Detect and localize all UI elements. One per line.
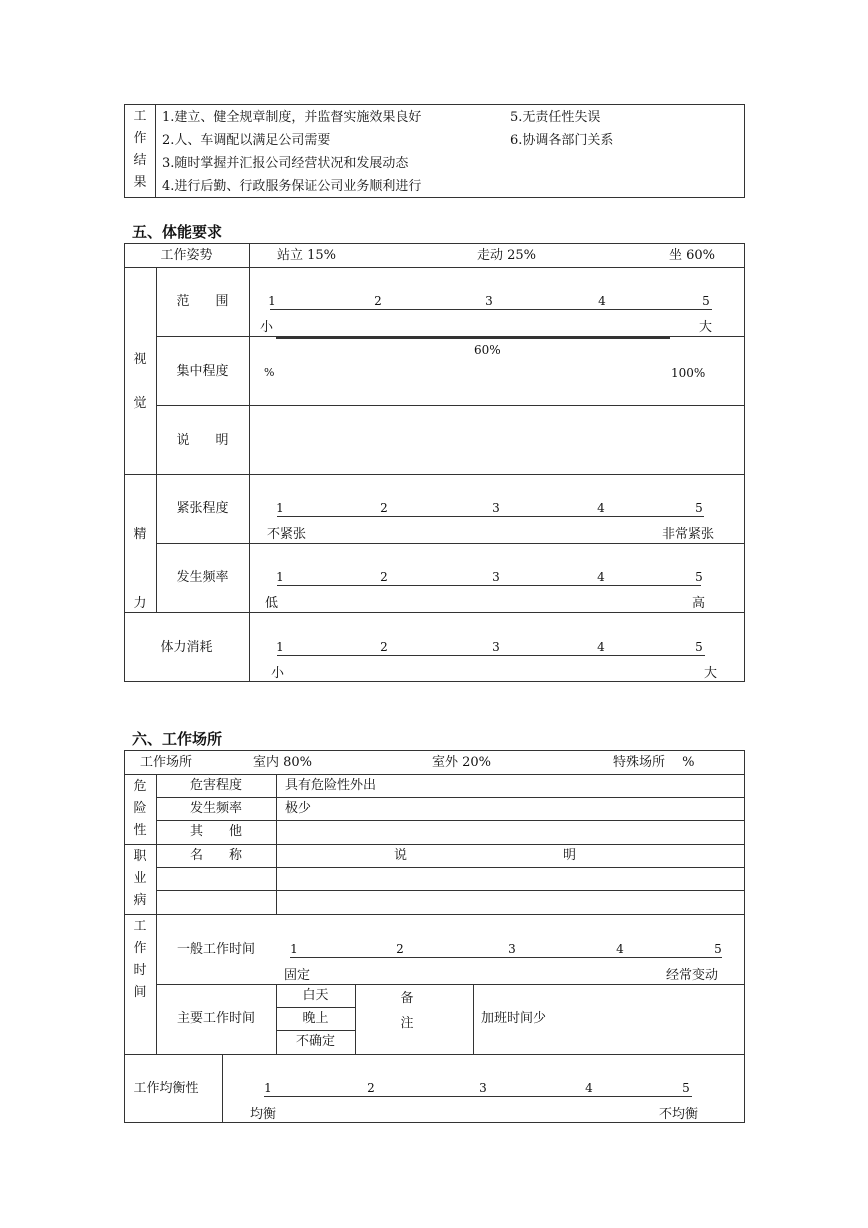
results-divider	[155, 104, 156, 198]
scale-num: 2	[380, 570, 388, 584]
scale-num: 3	[508, 942, 516, 956]
remark-value: 加班时间少	[481, 1011, 547, 1026]
scale-line	[270, 309, 712, 310]
scale-num: 4	[585, 1081, 593, 1095]
row-line	[276, 1030, 355, 1031]
col-line	[473, 984, 474, 1054]
row-line	[124, 1054, 745, 1055]
focus-high: 100%	[671, 366, 706, 380]
focus-line	[276, 337, 670, 339]
other-label: 其 他	[189, 824, 242, 839]
scale-num: 5	[695, 570, 703, 584]
posture-walk: 走动 25%	[477, 248, 537, 263]
results-item-3: 3.随时掌握并汇报公司经营状况和发展动态	[162, 156, 409, 171]
scale-num: 5	[714, 942, 722, 956]
scale-num: 2	[380, 501, 388, 515]
scale-line	[290, 957, 722, 958]
occur-label: 发生频率	[189, 801, 242, 816]
results-item-2: 2.人、车调配以满足公司需要	[162, 133, 331, 148]
row-line	[124, 774, 745, 775]
scale-high: 经常变动	[665, 968, 718, 983]
scale-num: 4	[597, 570, 605, 584]
scale-num: 1	[290, 942, 298, 956]
scale-num: 2	[367, 1081, 375, 1095]
row-line	[124, 474, 745, 475]
row-line	[156, 820, 745, 821]
scale-num: 2	[396, 942, 404, 956]
results-item-5: 5.无责任性失误	[510, 110, 601, 125]
range-label: 范 围	[176, 294, 229, 309]
stamina-label: 体力消耗	[160, 640, 213, 655]
time-label: 工作时间	[133, 919, 147, 1000]
place-special: 特殊场所 %	[613, 755, 695, 770]
note-label: 说 明	[176, 433, 229, 448]
balance-label: 工作均衡性	[133, 1081, 199, 1096]
freq-label: 发生频率	[176, 570, 229, 585]
row-line	[276, 1007, 355, 1008]
scale-num: 1	[264, 1081, 272, 1095]
results-item-1: 1.建立、健全规章制度，并监督实施效果良好	[162, 110, 422, 125]
posture-sit: 坐 60%	[669, 248, 716, 263]
scale-num: 1	[276, 640, 284, 654]
place-label: 工作场所	[140, 755, 193, 770]
scale-high: 非常紧张	[661, 527, 714, 542]
results-item-4: 4.进行后勤、行政服务保证公司业务顺利进行	[162, 179, 422, 194]
posture-label: 工作姿势	[160, 248, 213, 263]
scale-num: 3	[492, 640, 500, 654]
energy-label: 精力	[133, 527, 147, 611]
scale-num: 3	[492, 570, 500, 584]
row-line	[156, 890, 745, 891]
vision-label: 视觉	[133, 352, 147, 411]
hazard-label: 危害程度	[189, 778, 242, 793]
focus-label: 集中程度	[176, 364, 229, 379]
tension-scale	[267, 501, 714, 545]
shift-night: 晚上	[302, 1011, 329, 1026]
results-label: 工作结果	[133, 109, 147, 190]
physical-heading: 五、体能要求	[132, 223, 223, 241]
scale-num: 4	[597, 501, 605, 515]
stamina-scale	[271, 640, 717, 684]
posture-stand: 站立 15%	[277, 248, 337, 263]
disease-label: 职业病	[133, 849, 147, 908]
main-time-label: 主要工作时间	[176, 1011, 255, 1026]
scale-num: 3	[479, 1081, 487, 1095]
tension-label: 紧张程度	[176, 501, 229, 516]
name-label: 名 称	[189, 848, 242, 863]
scale-num: 1	[276, 501, 284, 515]
shift-uncertain: 不确定	[295, 1034, 335, 1049]
scale-num: 5	[702, 294, 710, 308]
scale-low: 均衡	[250, 1107, 277, 1122]
scale-num: 5	[682, 1081, 690, 1095]
focus-low: %	[264, 366, 275, 379]
row-line	[156, 797, 745, 798]
col-line	[355, 984, 356, 1054]
general-time-label: 一般工作时间	[176, 942, 255, 957]
scale-num: 2	[374, 294, 382, 308]
scale-num: 4	[598, 294, 606, 308]
range-scale	[260, 294, 712, 338]
scale-num: 5	[695, 640, 703, 654]
col-line	[276, 774, 277, 914]
scale-num: 1	[268, 294, 276, 308]
scale-line	[277, 655, 705, 656]
scale-low: 小	[271, 666, 285, 681]
row-line	[124, 267, 745, 268]
hazard-value: 具有危险性外出	[285, 778, 377, 793]
scale-high: 大	[703, 666, 717, 681]
scale-low: 小	[260, 320, 274, 335]
general-time-scale	[284, 942, 722, 986]
danger-label: 危险性	[133, 779, 147, 838]
row-line	[124, 844, 745, 845]
col-line	[222, 1054, 223, 1123]
scale-high: 大	[698, 320, 712, 335]
scale-line	[277, 516, 704, 517]
scale-num: 3	[492, 501, 500, 515]
scale-num: 5	[695, 501, 703, 515]
shift-day: 白天	[302, 988, 329, 1003]
freq-scale	[265, 570, 705, 614]
scale-low: 低	[265, 596, 279, 611]
scale-line	[277, 585, 701, 586]
place-indoor: 室内 80%	[253, 755, 313, 770]
scale-high: 高	[691, 596, 705, 611]
scale-line	[264, 1096, 692, 1097]
scale-num: 4	[597, 640, 605, 654]
row-line	[124, 914, 745, 915]
explain-label: 说 明	[394, 848, 577, 863]
remark-label: 备注	[400, 991, 414, 1031]
balance-scale	[250, 1081, 698, 1125]
workplace-heading: 六、工作场所	[132, 730, 223, 748]
row-line	[156, 405, 745, 406]
place-outdoor: 室外 20%	[432, 755, 492, 770]
scale-high: 不均衡	[658, 1107, 698, 1122]
scale-num: 3	[485, 294, 493, 308]
row-line	[156, 867, 745, 868]
occur-value: 极少	[285, 801, 312, 816]
results-item-6: 6.协调各部门关系	[510, 133, 614, 148]
focus-value: 60%	[474, 343, 501, 357]
scale-low: 固定	[284, 968, 311, 983]
scale-num: 4	[616, 942, 624, 956]
scale-num: 2	[380, 640, 388, 654]
scale-low: 不紧张	[267, 527, 307, 542]
scale-num: 1	[276, 570, 284, 584]
col-line	[249, 243, 250, 682]
